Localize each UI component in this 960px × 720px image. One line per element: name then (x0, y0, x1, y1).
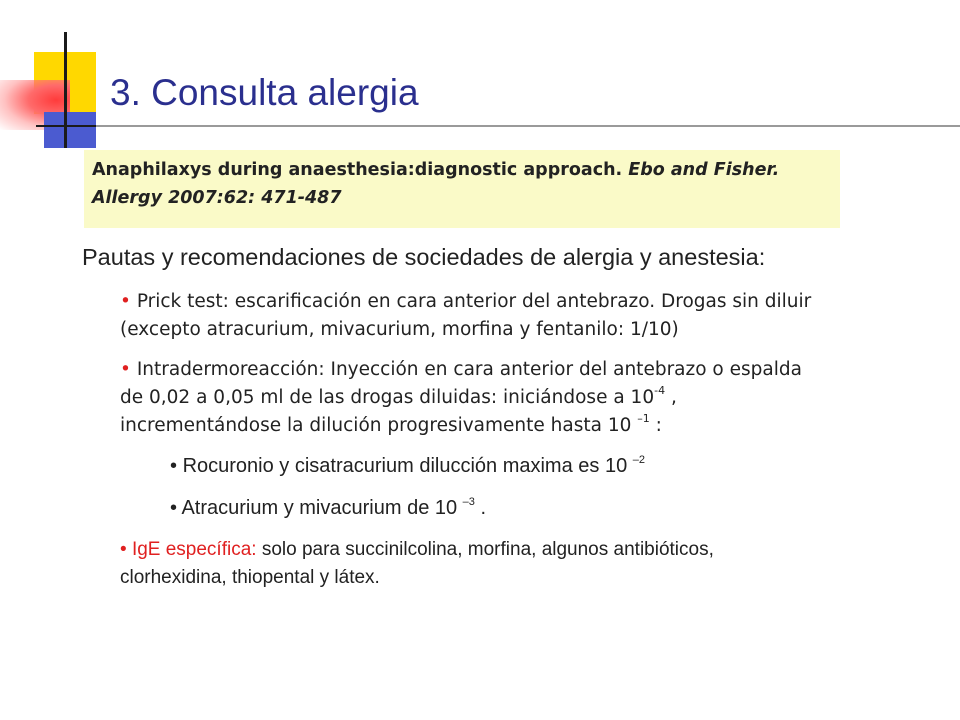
intradermo-text-b: , incrementándose la dilución progresivamente hasta 10 (120, 387, 677, 436)
slide-title: 3. Consulta alergia (110, 72, 419, 113)
decor-blue-square (44, 112, 96, 148)
decor-vertical-line (64, 32, 67, 148)
intradermo-exp-b: –1 (637, 412, 650, 425)
bullet-icon: • (120, 291, 131, 312)
intradermo-exp-a: -4 (654, 384, 666, 397)
sub1-text: Rocuronio y cisatracurium dilucción maxima es 10 (182, 455, 633, 477)
title-underline (96, 125, 960, 127)
ige-text: solo para succinilcolina, morfina, algunos antibióticos, clorhexidina, thiopental y látex. (120, 539, 714, 588)
decor-horizontal-line-short (36, 125, 96, 127)
sub2-text: Atracurium y mivacurium de 10 (181, 497, 463, 519)
sub2-exp: –3 (462, 496, 475, 508)
intro-text: Pautas y recomendaciones de sociedades de alergia y anestesia: (82, 244, 766, 270)
bullet-icon: • (120, 359, 131, 380)
list-item-prick (120, 288, 820, 344)
intradermo-text-a: Intradermoreacción: Inyección en cara anterior del antebrazo o espalda de 0,02 a 0,05 ml de las drogas diluidas: iniciándose a 10 (120, 359, 802, 408)
prick-text: Prick test: escarificación en cara anterior del antebrazo. Drogas sin diluir (excepto atracurium, mivacurium, morfina y fentanilo: 1/10) (120, 291, 812, 340)
sub1-exp: –2 (632, 454, 646, 466)
bullet-list (120, 288, 820, 604)
reference-citation: Ebo and Fisher. Allergy 2007:62: 471-487 (92, 160, 780, 208)
sub2-end: . (474, 497, 487, 519)
sub-item-atracurium (170, 494, 820, 522)
bullet-icon: • (120, 539, 127, 560)
ige-label: IgE específica: (131, 539, 257, 560)
reference-box (84, 150, 840, 228)
intradermo-text-c: : (649, 415, 662, 436)
reference-title: Anaphilaxys during anaesthesia:diagnostic approach. (92, 160, 629, 180)
sub-item-rocuronio (170, 452, 820, 480)
list-item-ige (120, 536, 820, 592)
sub-bullet-icon: • (170, 455, 178, 477)
sub-bullet-icon: • (170, 497, 178, 519)
list-item-intradermo (120, 356, 820, 440)
